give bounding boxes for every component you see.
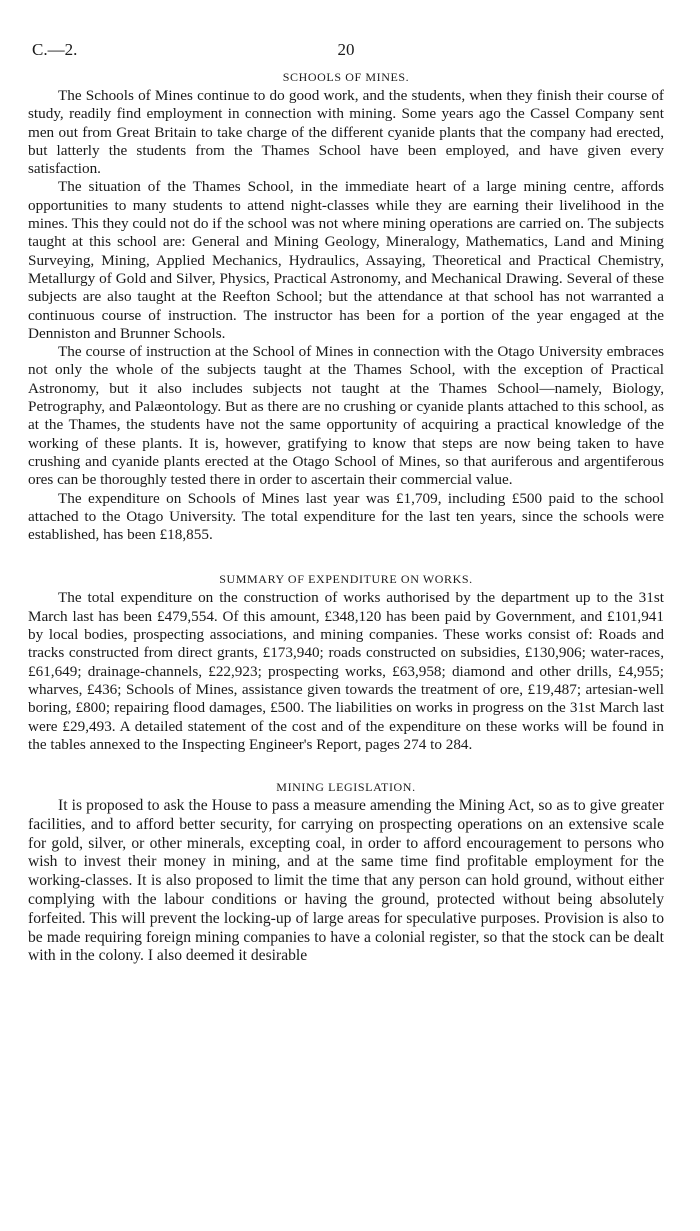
- paragraph: It is proposed to ask the House to pass a measure amending the Mining Act, so as to give greater facilities, and to afford better security, for carrying on prospecting operations on an extensive scale for gold, silver, or other minerals, excepting coal, in order to afford encouragement to persons who wish to invest their money in mining, and at the same time find profitable employment for the working-classes. It is also proposed to limit the time that any person can hold ground, without either complying with the labour conditions or having the ground, protected without being absolutely forfeited. This will prevent the locking-up of large areas for speculative purposes. Provision is also to be made requiring foreign mining companies to have a colonial register, so that the stock can be dealt with in the colony. I also deemed it desirable: [28, 797, 664, 965]
- section-title: SUMMARY OF EXPENDITURE ON WORKS.: [219, 572, 473, 587]
- paragraph: The situation of the Thames School, in the immediate heart of a large mining centre, affords opportunities to many students to attend night-classes while they are earning their livelihood in the mines. This they could not do if the school was not where mining operations are carried on. The subjects taught at this school are: General and Mining Geology, Mineralogy, Mathematics, Land and Mining Surveying, Mining, Applied Mechanics, Hydraulics, Assaying, Theoretical and Practical Chemistry, Metallurgy of Gold and Silver, Physics, Practical Astronomy, and Mechanical Drawing. Several of these subjects are also taught at the Reefton School; but the attendance at that school has not warranted a continuous course of instruction. The instructor has been for a portion of the year engaged at the Denniston and Brunner Schools.: [28, 178, 664, 342]
- section-title: MINING LEGISLATION.: [276, 780, 416, 795]
- section-title: SCHOOLS OF MINES.: [282, 70, 410, 84]
- page-header: [28, 36, 664, 64]
- page-number: 20: [337, 40, 355, 59]
- paragraph: The course of instruction at the School of Mines in connection with the Otago University embraces not only the whole of the subjects taught at the Thames School, with the exception of Practical Astronomy, but it also includes subjects not taught at the Thames School—namely, Biology, Petrography, and Palæontology. But as there are no crushing or cyanide plants attached to this school, as at the Thames, the students have not the same opportunity of acquiring a practical knowledge of the working of these plants. It is, however, gratifying to know that steps are now being taken to have crushing and cyanide plants erected at the Otago School of Mines, so that auriferous and argentiferous ores can be thoroughly tested there in order to ascertain their commercial value.: [28, 343, 664, 489]
- document-page: [28, 36, 664, 966]
- document-reference: C.—2.: [32, 40, 78, 59]
- paragraph: The expenditure on Schools of Mines last year was £1,709, including £500 paid to the school attached to the Otago University. The total expenditure for the last ten years, since the schools were established, has been £18,855.: [28, 489, 664, 544]
- section-mining-legislation: [28, 780, 664, 966]
- paragraph: The total expenditure on the construction of works authorised by the department up to the 31st March last has been £479,554. Of this amount, £348,120 has been paid by Government, and £101,941 by local bodies, prospecting associations, and mining companies. These works consist of: Roads and tracks constructed from direct grants, £173,940; roads constructed on subsidies, £130,906; water-races, £61,649; drainage-channels, £22,923; prospecting works, £63,958; diamond and other drills, £4,955; wharves, £436; Schools of Mines, assistance given towards the treatment of ore, £19,487; artesian-well boring, £800; repairing flood damages, £500. The liabilities on works in progress on the 31st March last were £29,493. A detailed statement of the cost and of the expenditure on these works will be found in the tables annexed to the Inspecting Engineer's Report, pages 274 to 284.: [28, 589, 664, 753]
- section-schools-of-mines: [28, 70, 664, 544]
- paragraph: The Schools of Mines continue to do good work, and the students, when they finish their course of study, readily find employment in connection with mining. Some years ago the Cassel Company sent men out from Great Britain to take charge of the different cyanide plants that the company had erected, but latterly the students from the Thames School have been employed, and have given every satisfaction.: [28, 87, 664, 178]
- section-summary-of-expenditure: [28, 572, 664, 754]
